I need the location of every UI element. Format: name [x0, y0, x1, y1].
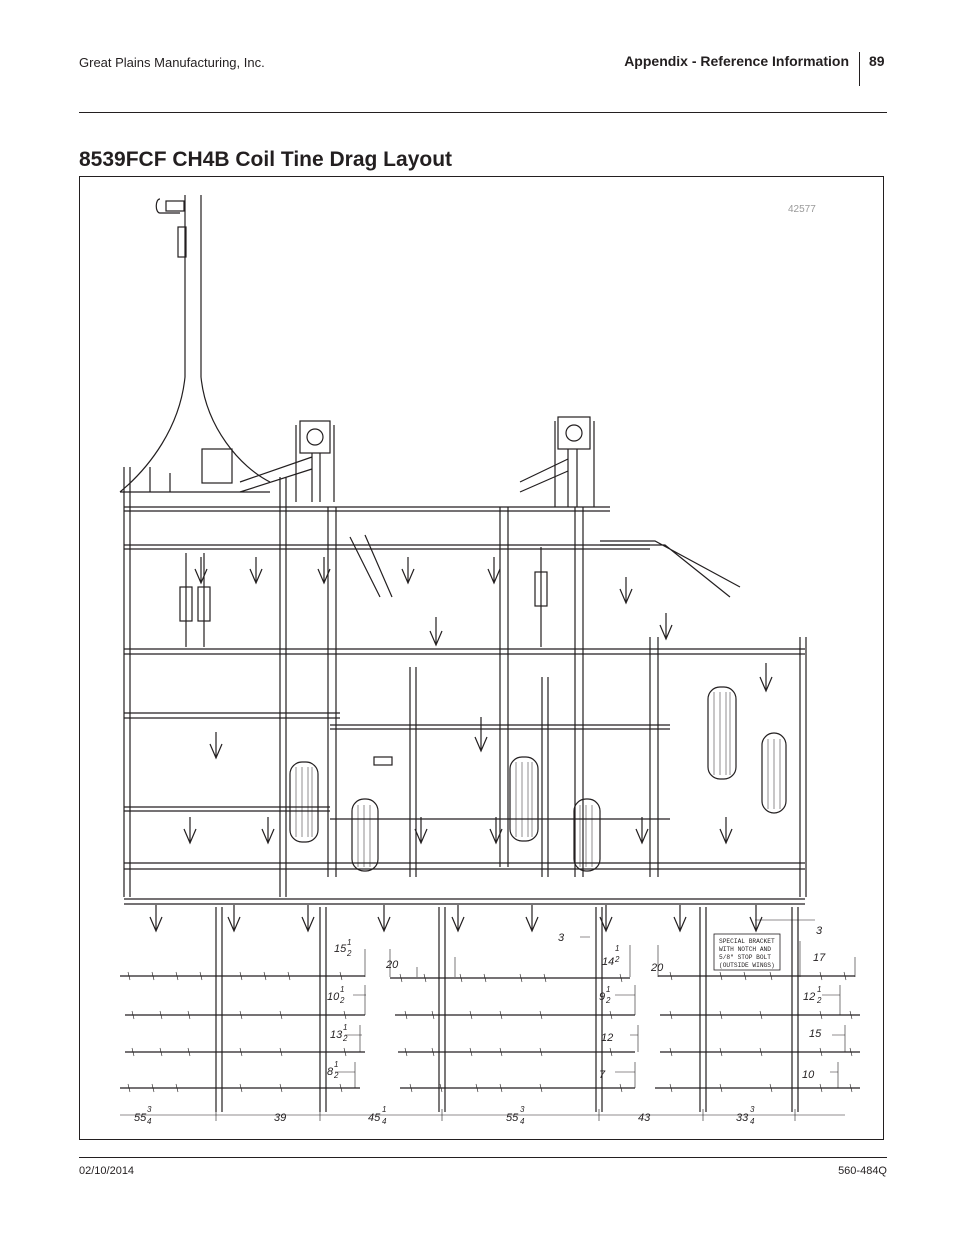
dim-45-frac-den: 4: [382, 1117, 387, 1126]
dim-3-right: 3: [816, 925, 823, 937]
figure-id: 42577: [788, 204, 816, 215]
dim-10-frac-den: 2: [340, 996, 345, 1005]
header-company: Great Plains Manufacturing, Inc.: [79, 55, 265, 70]
dim-55-right-frac-num: 3: [520, 1105, 525, 1114]
dim-14: 14: [602, 956, 615, 968]
header-rule: [79, 112, 887, 113]
dim-14-frac-den: 2: [615, 955, 620, 964]
dim-55-left-frac-num: 3: [147, 1105, 152, 1114]
layout-drawing: [79, 176, 884, 1140]
dim-55-left-frac-den: 4: [147, 1117, 152, 1126]
dim-12-half-frac-num: 1: [817, 985, 822, 994]
note-line-4: (OUTSIDE WINGS): [719, 962, 775, 969]
footer-document-number: 560-484Q: [838, 1165, 887, 1177]
header-divider: [859, 52, 860, 86]
drawing-svg: [80, 177, 884, 1140]
dim-12: 12: [601, 1032, 614, 1044]
footer-rule: [79, 1157, 887, 1158]
gang-wheels: [290, 687, 786, 871]
dim-13: 13: [330, 1029, 343, 1041]
note-line-3: 5/8" STOP BOLT: [719, 954, 771, 961]
dim-13-frac-den: 2: [343, 1034, 348, 1043]
dim-12-half: 12: [803, 991, 816, 1003]
shank-row: [150, 557, 772, 931]
note-line-2: WITH NOTCH AND: [719, 946, 771, 953]
dim-33: 33: [736, 1112, 749, 1124]
dim-20-left: 20: [386, 959, 399, 971]
dim-45: 45: [368, 1112, 381, 1124]
lift-wheel-assembly-right: [520, 417, 594, 507]
note-line-1: SPECIAL BRACKET: [719, 938, 775, 945]
dim-14-frac-num: 1: [615, 944, 620, 953]
dim-33-frac-den: 4: [750, 1117, 755, 1126]
drag-bar-uprights: [216, 907, 798, 1112]
dim-10-right: 10: [802, 1069, 815, 1081]
dim-15: 15: [334, 943, 347, 955]
dim-8-frac-den: 2: [334, 1071, 339, 1080]
dim-55-right-frac-den: 4: [520, 1117, 525, 1126]
dim-39: 39: [274, 1112, 287, 1124]
dim-17: 17: [813, 952, 826, 964]
dim-15-right: 15: [809, 1028, 822, 1040]
page-title: 8539FCF CH4B Coil Tine Drag Layout: [79, 148, 453, 171]
page-number: 89: [869, 53, 885, 69]
dim-10: 10: [327, 991, 340, 1003]
hitch-tongue: [120, 195, 270, 492]
dim-20-right: 20: [651, 962, 664, 974]
dim-3-left: 3: [558, 932, 565, 944]
dim-7: 7: [599, 1069, 606, 1081]
dim-8: 8: [327, 1066, 334, 1078]
dim-8-frac-num: 1: [334, 1060, 339, 1069]
coil-tines: [128, 972, 852, 1092]
dim-13-frac-num: 1: [343, 1023, 348, 1032]
frame-rails: [124, 467, 806, 904]
dim-10-frac-num: 1: [340, 985, 345, 994]
dim-55-right: 55: [506, 1112, 519, 1124]
dim-9: 9: [599, 991, 606, 1003]
dim-55-left: 55: [134, 1112, 147, 1124]
dim-12-half-frac-den: 2: [817, 996, 822, 1005]
dim-9-frac-num: 1: [606, 985, 611, 994]
footer-date: 02/10/2014: [79, 1165, 135, 1177]
dim-15-frac-num: 1: [347, 938, 352, 947]
lift-wheel-assembly-left: [240, 421, 334, 502]
dim-9-frac-den: 2: [606, 996, 611, 1005]
dim-15-frac-den: 2: [347, 949, 352, 958]
header-section-title: Appendix - Reference Information: [624, 53, 849, 69]
dim-45-frac-num: 1: [382, 1105, 387, 1114]
dim-43: 43: [638, 1112, 651, 1124]
coil-tine-rows: [120, 976, 860, 1088]
dim-33-frac-num: 3: [750, 1105, 755, 1114]
